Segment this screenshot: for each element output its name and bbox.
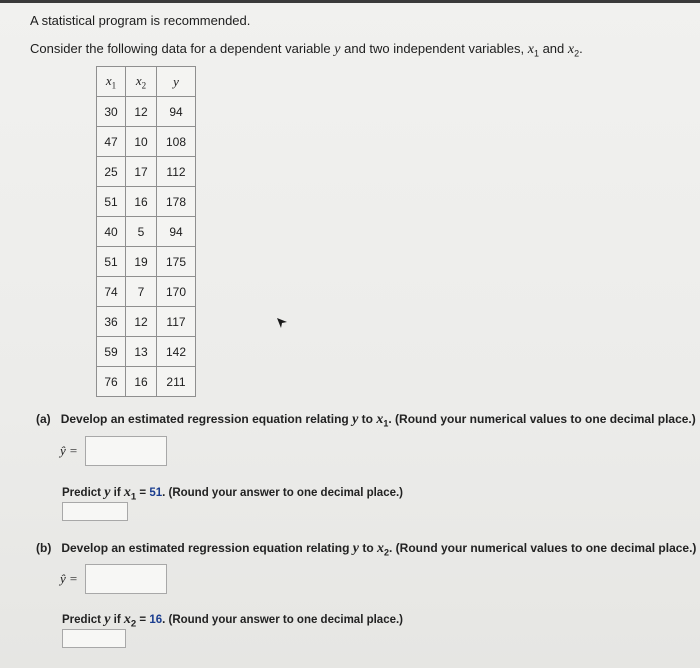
mouse-cursor-icon	[275, 316, 289, 330]
table-row	[97, 247, 196, 277]
cell: 40	[97, 217, 126, 247]
part-a-predict-if: if	[113, 487, 121, 499]
cell: 25	[97, 157, 126, 187]
intro-x2-sub: 2	[574, 48, 580, 59]
part-b-predict-suffix: . (Round your answer to one decimal place.)	[162, 614, 404, 626]
cell: 74	[97, 277, 126, 307]
table-row	[97, 217, 196, 247]
cell: 170	[157, 277, 196, 307]
cell: 10	[126, 127, 157, 157]
cell: 30	[97, 97, 126, 127]
cell: 16	[126, 367, 157, 397]
cell: 117	[157, 307, 196, 337]
table-row	[97, 187, 196, 217]
part-b-y: y	[352, 541, 359, 556]
cell: 51	[97, 247, 126, 277]
cell: 19	[126, 247, 157, 277]
data-table	[96, 66, 196, 397]
table-row	[97, 127, 196, 157]
table-row	[97, 277, 196, 307]
cell: 112	[157, 157, 196, 187]
part-b-text3: . (Round your numerical values to one decimal place.)	[389, 541, 697, 555]
part-a-text2: to	[361, 412, 373, 426]
cell: 5	[126, 217, 157, 247]
part-b-yhat-label: ŷ =	[60, 571, 78, 586]
intro-recommendation: A statistical program is recommended.	[30, 13, 251, 28]
intro-description	[30, 41, 583, 59]
cell: 12	[126, 307, 157, 337]
part-a-predict-sub: 1	[130, 491, 137, 503]
part-a-y: y	[352, 412, 359, 427]
part-b-text1: Develop an estimated regression equation relating	[61, 541, 350, 555]
table-row	[97, 337, 196, 367]
part-a-sub: 1	[383, 418, 389, 429]
part-a-prediction-input[interactable]	[62, 502, 128, 521]
cell: 51	[97, 187, 126, 217]
part-a-equation-input[interactable]	[85, 436, 167, 466]
part-b-prediction-input[interactable]	[62, 629, 126, 648]
part-a-predict-suffix: . (Round your answer to one decimal place.)	[162, 487, 404, 499]
cell: 175	[157, 247, 196, 277]
cell: 142	[157, 337, 196, 367]
header-y: y	[157, 67, 196, 97]
part-b-predict-text	[62, 612, 403, 629]
part-b-equation-input[interactable]	[85, 564, 167, 594]
part-b-predict-prefix: Predict	[62, 614, 101, 626]
cell: 94	[157, 217, 196, 247]
part-a-predict-eq: =	[139, 487, 147, 499]
part-b-sub: 2	[384, 547, 390, 558]
table-header-row	[97, 67, 196, 97]
part-b-predict-value: 16	[149, 614, 163, 626]
header-x2: $x_2$	[126, 67, 157, 97]
cell: 7	[126, 277, 157, 307]
top-border	[0, 0, 700, 3]
part-b-predict-eq: =	[139, 614, 147, 626]
cell: 76	[97, 367, 126, 397]
part-b-text2: to	[362, 541, 374, 555]
part-b-predict-if: if	[113, 614, 121, 626]
part-a-text1: Develop an estimated regression equation relating	[60, 412, 349, 426]
part-b-x: x	[377, 541, 384, 556]
cell: 211	[157, 367, 196, 397]
intro-x1-sub: 1	[533, 48, 539, 59]
cell: 16	[126, 187, 157, 217]
part-a-question	[36, 412, 696, 428]
part-a-letter: (a)	[36, 412, 51, 426]
part-a-predict-text	[62, 485, 403, 502]
table-row	[97, 97, 196, 127]
cell: 108	[157, 127, 196, 157]
part-b-question	[36, 541, 696, 557]
header-x1: $x_1$	[97, 67, 126, 97]
part-a-text3: . (Round your numerical values to one decimal place.)	[388, 412, 696, 426]
cell: 12	[126, 97, 157, 127]
cell: 94	[157, 97, 196, 127]
part-b-predict-sub: 2	[130, 618, 137, 630]
part-a-predict-value: 51	[149, 487, 163, 499]
cell: 13	[126, 337, 157, 367]
part-a-predict-prefix: Predict	[62, 487, 101, 499]
cell: 17	[126, 157, 157, 187]
intro-text-a: Consider the following data for a dependent variable	[30, 41, 331, 56]
part-a-x: x	[376, 412, 384, 427]
cell: 59	[97, 337, 126, 367]
table-row	[97, 157, 196, 187]
intro-text-b: and two independent variables,	[344, 41, 525, 56]
intro-x1: x	[527, 42, 534, 57]
part-a-predict-y: y	[104, 485, 111, 500]
table-row	[97, 307, 196, 337]
part-a-yhat-label: ŷ =	[60, 443, 78, 458]
part-b-letter: (b)	[36, 541, 52, 555]
intro-y: y	[334, 42, 341, 57]
intro-x2: x	[567, 42, 575, 57]
part-b-predict-y: y	[104, 612, 111, 627]
part-b-predict-x: x	[123, 612, 131, 627]
intro-period: .	[579, 41, 583, 56]
cell: 36	[97, 307, 126, 337]
part-a-predict-x: x	[123, 485, 131, 500]
cell: 178	[157, 187, 196, 217]
cell: 47	[97, 127, 126, 157]
intro-and: and	[542, 41, 565, 56]
table-row	[97, 367, 196, 397]
